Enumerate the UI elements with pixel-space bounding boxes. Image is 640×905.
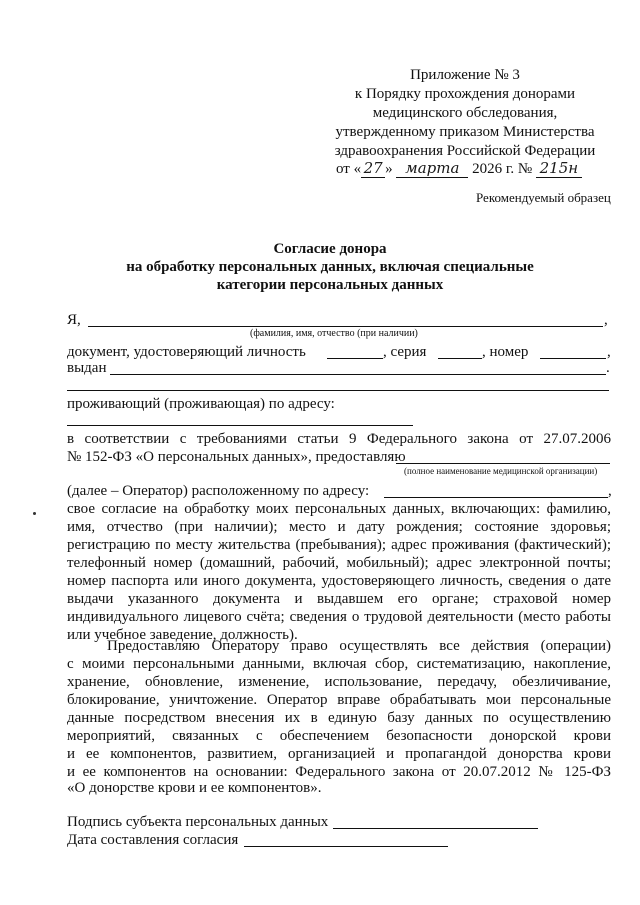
operator-label: (далее – Оператор) расположенному по адресу: xyxy=(67,483,370,499)
issued-label: выдан xyxy=(67,360,107,376)
number-blank[interactable] xyxy=(540,358,606,359)
fio-blank-line[interactable] xyxy=(88,326,603,327)
operator-comma: , xyxy=(608,483,612,499)
org-caption: (полное наименование медицинской организации) xyxy=(404,466,598,476)
appendix-line-3: медицинского обследования, xyxy=(372,105,558,121)
appendix-line-2: к Порядку прохождения донорами xyxy=(354,86,576,102)
consent-date-blank[interactable] xyxy=(244,846,448,847)
appendix-date-line xyxy=(336,159,582,178)
paragraph1-line: телефонный номер (домашний, рабочий, мобильный); адрес электронной почты; xyxy=(67,555,611,571)
date-mid: » xyxy=(385,161,393,177)
issued-blank[interactable] xyxy=(110,374,606,375)
law-line-2: № 152-ФЗ «О персональных данных», предоставляю xyxy=(67,449,406,465)
appendix-line-5: здравоохранения Российской Федерации xyxy=(334,143,596,159)
paragraph2-last-line: «О донорстве крови и ее компонентов». xyxy=(67,780,322,796)
date-day-handwritten: 27 xyxy=(361,159,385,178)
law-line-1: в соответствии с требованиями статьи 9 Федерального закона от 27.07.2006 xyxy=(67,431,611,447)
paragraph1-line: имя, отчество (при наличии); место и дату рождения; состояние здоровья; xyxy=(67,519,611,535)
appendix-line-1: Приложение № 3 xyxy=(410,67,520,83)
operator-address-blank[interactable] xyxy=(384,497,608,498)
scan-speck xyxy=(33,512,36,515)
address-blank[interactable] xyxy=(67,425,413,426)
series-blank[interactable] xyxy=(438,358,482,359)
document-title-line-1: Согласие донора xyxy=(273,241,387,257)
paragraph2-line: и ее компонентов, развитием, организацией и пропагандой донорства крови xyxy=(67,746,611,762)
date-month-handwritten: марта xyxy=(396,159,468,178)
i-label: Я, xyxy=(67,312,81,328)
issued-period: . xyxy=(606,360,610,376)
document-title-line-2: на обработку персональных данных, включая специальные xyxy=(126,259,534,275)
paragraph2-line: и ее компонентов на основании: Федерального закона от 20.07.2012 № 125-ФЗ xyxy=(67,764,611,780)
paragraph1-line: регистрацию по месту жительства (пребывания); адрес проживания (фактический); xyxy=(67,537,611,553)
fio-caption: (фамилия, имя, отчество (при наличии) xyxy=(250,328,418,339)
appendix-line-4: утвержденному приказом Министерства xyxy=(335,124,595,140)
order-number-handwritten: 215н xyxy=(536,159,582,178)
document-title-line-3: категории персональных данных xyxy=(216,277,444,293)
number-label: , номер xyxy=(482,344,529,360)
paragraph2-line: блокирование, уничтожение. Оператор вправе обрабатывать мои персональные xyxy=(67,692,611,708)
date-label: Дата составления согласия xyxy=(67,832,239,848)
paragraph2-line: мероприятий, связанных с обеспечением безопасности донорской крови xyxy=(67,728,611,744)
paragraph1-line: индивидуального лицевого счёта; сведения о трудовой деятельности (место работы xyxy=(67,609,611,625)
date-prefix: от « xyxy=(336,161,362,177)
paragraph1-line: свое согласие на обработку моих персональных данных, включающих: фамилию, xyxy=(67,501,611,517)
fio-comma: , xyxy=(604,312,608,328)
paragraph1-line: номер паспорта или иного документа, удостоверяющего личность, сведения о дате xyxy=(67,573,611,589)
issued-blank-2[interactable] xyxy=(67,390,609,391)
doc-blank[interactable] xyxy=(327,358,383,359)
paragraph1-last-line: или учебное заведение, должность). xyxy=(67,627,298,643)
series-label: , серия xyxy=(383,344,427,360)
paragraph2-line: с моими персональными данными, включая сбор, систематизацию, накопление, xyxy=(67,656,611,672)
address-label: проживающий (проживающая) по адресу: xyxy=(67,396,335,412)
date-year: 2026 г. № xyxy=(472,161,533,177)
paragraph2-line: Предоставляю Оператору право осуществлять все действия (операции) xyxy=(107,638,611,654)
org-name-blank[interactable] xyxy=(396,463,610,464)
number-comma: , xyxy=(607,344,611,360)
paragraph2-line: данные посредством внесения их в единую базу данных по осуществлению xyxy=(67,710,611,726)
doc-label: документ, удостоверяющий личность xyxy=(67,344,306,360)
paragraph1-line: выдачи указанного документа и выдавшем его органе; страховой номер xyxy=(67,591,611,607)
signature-blank[interactable] xyxy=(333,828,538,829)
signature-label: Подпись субъекта персональных данных xyxy=(67,814,329,830)
recommended-sample-label: Рекомендуемый образец xyxy=(476,190,611,205)
paragraph2-line: хранение, обновление, изменение, использование, передачу, обезличивание, xyxy=(67,674,611,690)
